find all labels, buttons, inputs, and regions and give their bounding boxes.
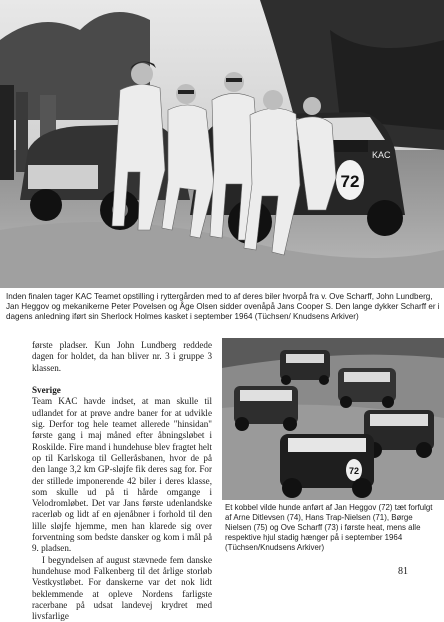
paragraph-spacer bbox=[32, 374, 212, 385]
team-photo-caption: Inden finalen tager KAC Teamet opstilling i ryttergården med to af deres biler hvorpå fra v. Ove Scharff, John Lundberg, Jan Heggov og mekanikerne Peter Povelsen og Åge Olsen sidder ovenåpå Jans Cooper S. Den lange dykker Scharff er i dagens anledning iført sin Sherlock Holmes kasket i september 1964 (Tüchsen/ Knudsens Arkiver) bbox=[6, 292, 440, 322]
team-photo bbox=[0, 0, 444, 288]
body-paragraph-3: I begyndelsen af august stævnede fem danske hundehuse mod Falkenberg til det årlige storløb Vestkystløbet. For danskerne var det nok lidt beklemmende at opleve Nordens farligste racerbane på udsat landevej krydret med livsfarlige bbox=[32, 554, 212, 622]
race-number-72: 72 bbox=[348, 466, 360, 476]
car-number-72: 72 bbox=[340, 172, 360, 191]
race-photo-illustration bbox=[222, 338, 444, 500]
team-photo-illustration bbox=[0, 0, 444, 288]
race-car-2 bbox=[338, 368, 396, 408]
race-photo bbox=[222, 338, 444, 500]
article-body bbox=[32, 340, 212, 622]
car-badge: KAC bbox=[372, 150, 391, 160]
race-car-1 bbox=[280, 350, 330, 385]
body-paragraph-2: Team KAC havde indset, at man skulle til udlandet for at prøve andre baner for at udvikle sig. Derfor tog hele teamet allerede "hinsidan" første gang i maj måned efter åbningsløbet i Roskilde. Fire mand i hundehuse blev fragtet helt op til Karlskoga til Gelleråsbanen, hvor de på den lange 3,2 km GP-sløjfe fik deres sag for. For der stillede imponerende 42 biler i deres klasse, som skulle ud på ti hårde omgange i Velodromløbet. Det var Jans første udenlandske racerløb og lidt af en øjenåbner i forhold til den lille sløjfe hjemme, men han klarede sig over forventning som bedste dansker og kom i mål på 9. pladsen. bbox=[32, 396, 212, 554]
page-number: 81 bbox=[398, 566, 408, 577]
section-heading-sverige: Sverige bbox=[32, 385, 61, 396]
race-photo-caption: Et kobbel vilde hunde anført af Jan Heggov (72) tæt forfulgt af Arne Ditlevsen (74), Hans Trap-Nielsen (71), Børge Nielsen (75) og Ove Scharff (73) i første heat, mens alle respektive hjul stadig hænger på i september 1964 (Tüchsen/Knudsens Arkiver) bbox=[225, 503, 433, 552]
body-paragraph-1: første pladser. Kun John Lundberg reddede dagen for holdet, da han bliver nr. 3 i gruppe 3 klassen. bbox=[32, 340, 212, 373]
